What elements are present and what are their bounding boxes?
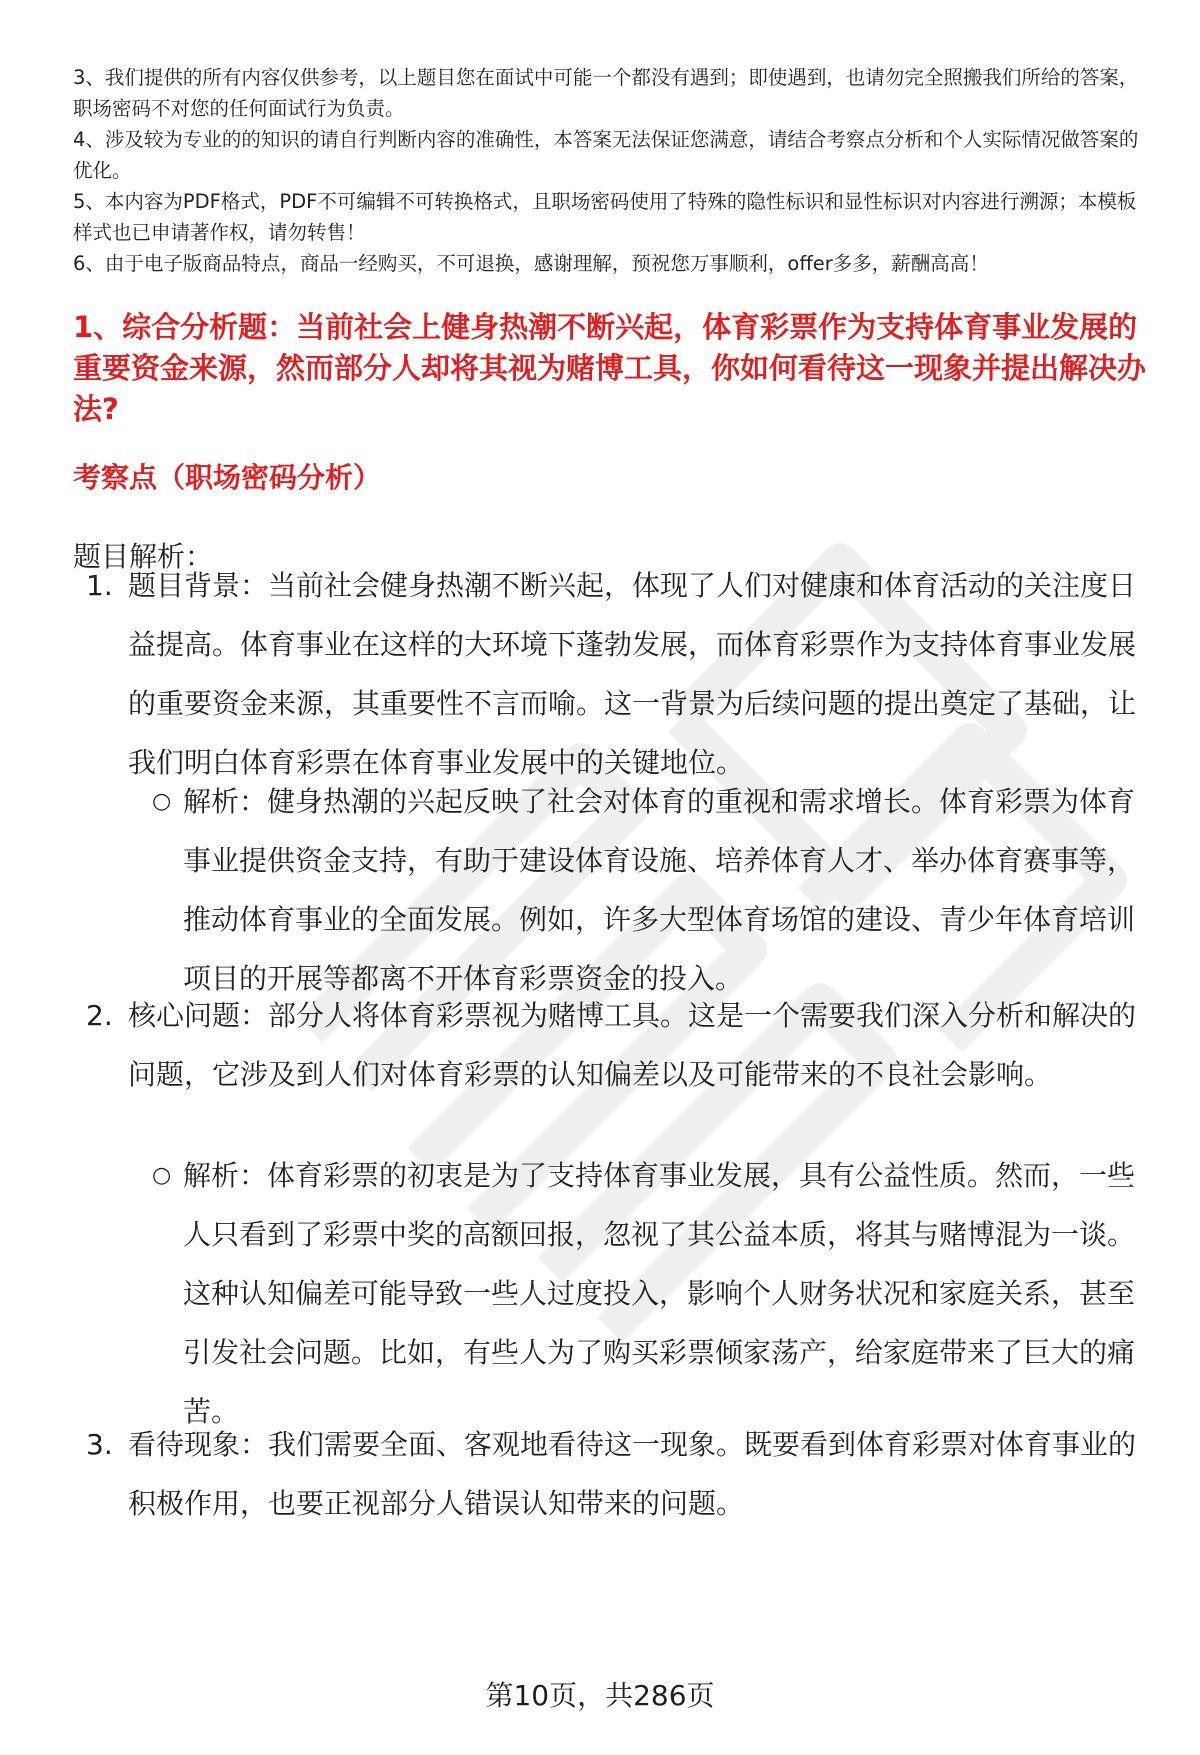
list-item-number: 2. — [86, 999, 113, 1032]
point-heading: 考察点（职场密码分析） — [73, 461, 382, 494]
bullet-icon: ○ — [152, 1163, 172, 1188]
disclaimer-item: 6、由于电子版商品特点，商品一经购买，不可退换，感谢理解，预祝您万事顺利，offer多多，薪酬高高！ — [73, 252, 989, 275]
question-title: 1、综合分析题：当前社会上健身热潮不断兴起，体育彩票作为支持体育事业发展的重要资金来源，然而部分人却将其视为赌博工具，你如何看待这一现象并提出解决办法? — [73, 310, 1147, 426]
list-item-text: 题目背景：当前社会健身热潮不断兴起，体现了人们对健康和体育活动的关注度日益提高。体育事业在这样的大环境下蓬勃发展，而体育彩票作为支持体育事业发展的重要资金来源，其重要性不言而喻。这一背景为后续问题的提出奠定了基础，让我们明白体育彩票在体育事业发展中的关键地位。 — [128, 569, 1137, 779]
list-item-number: 3. — [86, 1428, 113, 1461]
disclaimer-item: 5、本内容为PDF格式，PDF不可编辑不可转换格式，且职场密码使用了特殊的隐性标识和显性标识对内容进行溯源；本模板样式也已申请著作权，请勿转售！ — [73, 190, 1137, 244]
list-item-number: 1. — [86, 569, 113, 602]
page-number: 第10页，共286页 — [485, 1679, 715, 1712]
list-item-text: 核心问题：部分人将体育彩票视为赌博工具。这是一个需要我们深入分析和解决的问题，它涉及到人们对体育彩票的认知偏差以及可能带来的不良社会影响。 — [128, 999, 1137, 1091]
disclaimer-item: 3、我们提供的所有内容仅供参考，以上题目您在面试中可能一个都没有遇到；即使遇到，也请勿完全照搬我们所给的答案，职场密码不对您的任何面试行为负责。 — [73, 66, 1139, 120]
disclaimer-block — [73, 62, 1153, 279]
sub-list-item-text: 解析：体育彩票的初衷是为了支持体育事业发展，具有公益性质。然而，一些人只看到了彩票中奖的高额回报，忽视了其公益本质，将其与赌博混为一谈。这种认知偏差可能导致一些人过度投入，影响个人财务状况和家庭关系，甚至引发社会问题。比如，有些人为了购买彩票倾家荡产，给家庭带来了巨大的痛苦。 — [183, 1159, 1136, 1428]
analysis-label: 题目解析： — [73, 540, 214, 573]
disclaimer-item: 4、涉及较为专业的的知识的请自行判断内容的准确性，本答案无法保证您满意，请结合考察点分析和个人实际情况做答案的优化。 — [73, 128, 1139, 182]
list-item-text: 看待现象：我们需要全面、客观地看待这一现象。既要看到体育彩票对体育事业的积极作用，也要正视部分人错误认知带来的问题。 — [128, 1428, 1137, 1520]
bullet-icon: ○ — [152, 789, 172, 814]
sub-list-item-text: 解析：健身热潮的兴起反映了社会对体育的重视和需求增长。体育彩票为体育事业提供资金支持，有助于建设体育设施、培养体育人才、举办体育赛事等，推动体育事业的全面发展。例如，许多大型体育场馆的建设、青少年体育培训项目的开展等都离不开体育彩票资金的投入。 — [183, 785, 1136, 995]
